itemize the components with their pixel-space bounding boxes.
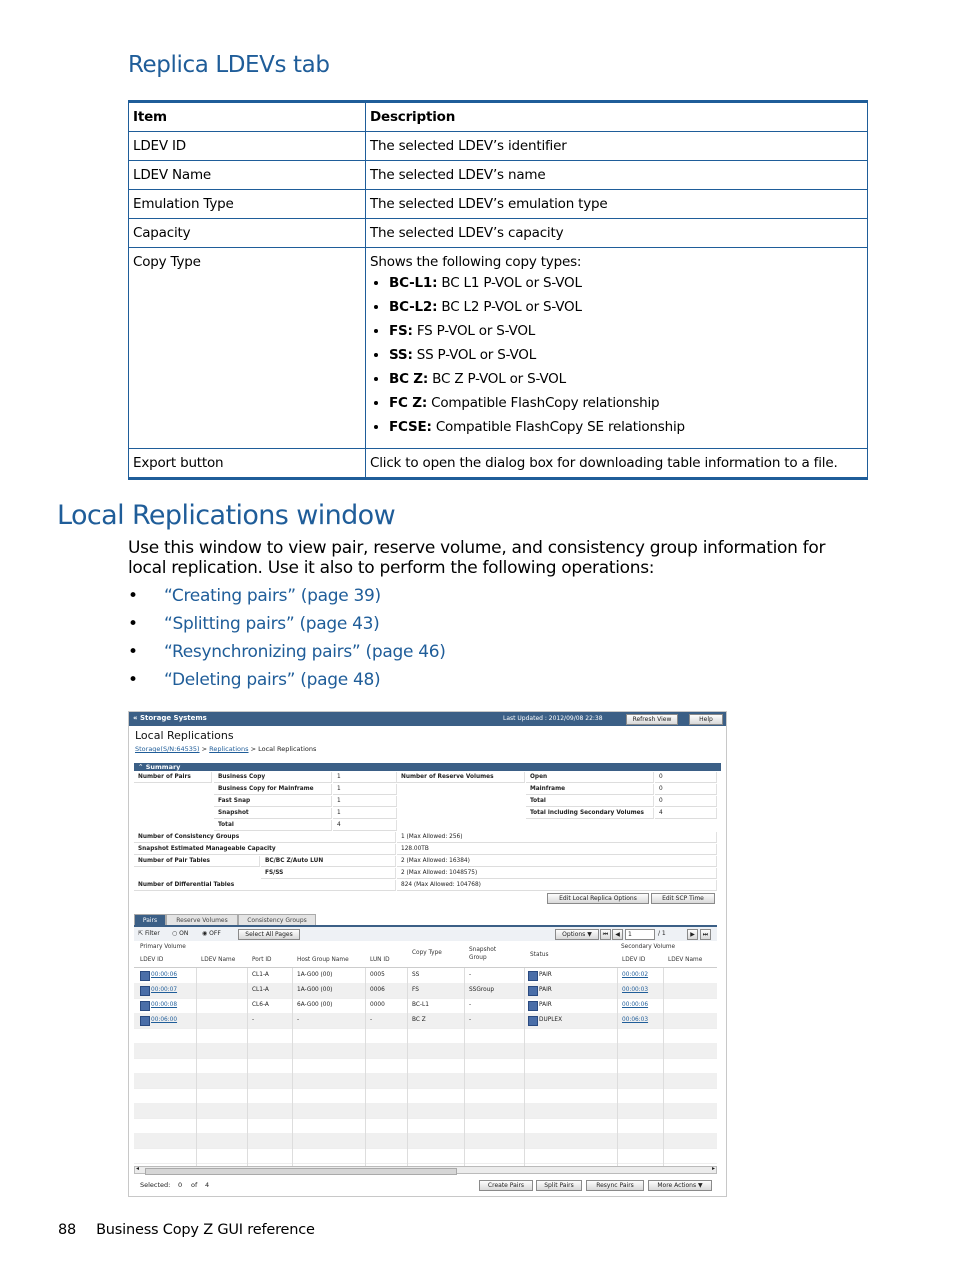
options-button[interactable]: Options ▼ <box>555 929 599 940</box>
list-item <box>128 640 446 668</box>
local-replications-screenshot <box>128 711 727 1197</box>
list-item <box>389 418 863 436</box>
table-toolbar <box>134 925 717 942</box>
next-page-icon[interactable]: ▶ <box>687 929 698 940</box>
filter-on-radio[interactable] <box>172 930 188 937</box>
copy-type: FS <box>412 987 419 993</box>
secondary-ldev-id[interactable]: 00:00:06 <box>622 1002 649 1008</box>
column-divider <box>524 968 525 1167</box>
pair-count: 1 <box>333 796 397 807</box>
col-copy-type[interactable]: Copy Type <box>412 950 442 956</box>
group-primary-volume: Primary Volume <box>140 944 186 950</box>
pair-type: Fast Snap <box>214 796 332 807</box>
breadcrumb-replications[interactable]: Replications <box>209 745 249 753</box>
column-divider <box>407 968 408 1167</box>
reserve-type: Total <box>526 796 654 807</box>
reserve-type: Total including Secondary Volumes <box>526 808 654 819</box>
cg-value: 1 (Max Allowed: 256) <box>397 832 717 843</box>
copy-type-list <box>370 274 863 436</box>
replica-ldevs-table <box>128 100 868 480</box>
port-id: CL1-A <box>252 972 269 978</box>
diff-tables-value: 824 (Max Allowed: 104768) <box>397 880 717 891</box>
pair-status-icon <box>528 1001 538 1011</box>
lun-id: 0000 <box>370 1002 385 1008</box>
reserve-count: 0 <box>655 784 717 795</box>
scroll-thumb[interactable] <box>145 1168 457 1175</box>
pair-status-icon <box>528 971 538 981</box>
filter-toggle[interactable] <box>138 930 160 937</box>
pairs-label: Number of Pairs <box>134 772 212 783</box>
port-id: - <box>252 1017 255 1023</box>
volume-icon <box>140 1016 150 1026</box>
breadcrumb-sep: > <box>199 745 210 753</box>
copy-type-term: BC Z: <box>389 371 429 387</box>
reserve-count: 0 <box>655 772 717 783</box>
ldev-id[interactable]: 00:00:08 <box>151 1002 178 1008</box>
snapshot-group: - <box>469 1002 472 1008</box>
scroll-left-icon[interactable]: ◂ <box>136 1165 140 1172</box>
copy-type: BC Z <box>412 1017 426 1023</box>
top-bar <box>129 712 726 726</box>
bullet-icon: • <box>128 586 138 606</box>
desc-export-button: Click to open the dialog box for downloading table information to a file. <box>366 449 868 479</box>
snapshot-group: SSGroup <box>469 987 495 993</box>
bottom-bar <box>134 1179 717 1192</box>
filter-off-radio[interactable] <box>202 930 221 937</box>
copy-type-text: FS P-VOL or S-VOL <box>412 323 536 339</box>
port-id: CL6-A <box>252 1002 269 1008</box>
empty-row <box>134 1058 717 1074</box>
header-item: Item <box>129 102 366 132</box>
desc-ldev-name: The selected LDEV’s name <box>366 161 868 190</box>
empty-row <box>134 1118 717 1134</box>
copy-type-text: Compatible FlashCopy relationship <box>427 395 660 411</box>
storage-systems-link[interactable]: « Storage Systems <box>133 714 207 722</box>
split-pairs-button[interactable]: Split Pairs <box>536 1180 582 1191</box>
summary-label: Summary <box>145 763 181 771</box>
pair-tables-fs-label: FS/SS <box>261 868 396 879</box>
link-splitting-pairs[interactable]: “Splitting pairs” (page 43) <box>164 614 380 634</box>
copy-type-text: BC Z P-VOL or S-VOL <box>428 371 566 387</box>
pair-type: Business Copy for Mainframe <box>214 784 332 795</box>
window-title: Local Replications <box>135 729 234 742</box>
empty-row <box>134 1073 717 1089</box>
link-resynchronizing-pairs[interactable]: “Resynchronizing pairs” (page 46) <box>164 642 446 662</box>
selected-label: Selected: <box>140 1181 171 1189</box>
filter-on-label: ON <box>179 930 189 937</box>
pair-tables-fs-value: 2 (Max Allowed: 1048575) <box>397 868 717 879</box>
list-item <box>389 298 863 316</box>
column-divider <box>196 968 197 1167</box>
copy-type-text: BC L2 P-VOL or S-VOL <box>437 299 582 315</box>
pair-status-icon <box>528 1016 538 1026</box>
list-item <box>389 370 863 388</box>
link-deleting-pairs[interactable]: “Deleting pairs” (page 48) <box>164 670 381 690</box>
item-copy-type: Copy Type <box>129 248 366 449</box>
col-host-group-name[interactable]: Host Group Name <box>297 957 349 963</box>
page-input[interactable]: 1 <box>625 929 655 940</box>
secondary-ldev-id[interactable]: 00:00:02 <box>622 972 649 978</box>
pair-count: 4 <box>333 820 397 831</box>
refresh-view-button[interactable]: Refresh View <box>626 714 678 725</box>
volume-icon <box>140 986 150 996</box>
last-updated: Last Updated : 2012/09/08 22:38 <box>503 715 603 722</box>
empty-row <box>134 1103 717 1119</box>
pair-status-icon <box>528 986 538 996</box>
column-divider <box>663 968 664 1167</box>
lun-id: 0006 <box>370 987 385 993</box>
snapshot-group: - <box>469 972 472 978</box>
pair-tables-bc-label: BC/BC Z/Auto LUN <box>261 856 396 867</box>
secondary-ldev-id[interactable]: 00:00:03 <box>622 987 649 993</box>
reserve-label: Number of Reserve Volumes <box>397 772 525 783</box>
copy-type-intro: Shows the following copy types: <box>370 254 582 270</box>
link-creating-pairs[interactable]: “Creating pairs” (page 39) <box>164 586 381 606</box>
ldev-id[interactable]: 00:00:07 <box>151 987 178 993</box>
copy-type-term: SS: <box>389 347 413 363</box>
table-row[interactable] <box>134 968 717 984</box>
last-page-icon[interactable]: ⏭ <box>700 929 711 940</box>
item-emulation-type: Emulation Type <box>129 190 366 219</box>
list-item <box>389 274 863 292</box>
scroll-right-icon[interactable]: ▸ <box>711 1165 715 1172</box>
list-item <box>389 394 863 412</box>
item-ldev-id: LDEV ID <box>129 132 366 161</box>
volume-icon <box>140 971 150 981</box>
desc-capacity: The selected LDEV’s capacity <box>366 219 868 248</box>
pair-type: Business Copy <box>214 772 332 783</box>
breadcrumb-current: > Local Replications <box>248 745 317 753</box>
list-item <box>128 612 446 640</box>
table-row[interactable] <box>134 1013 717 1029</box>
help-button[interactable]: Help <box>689 714 723 725</box>
item-export-button: Export button <box>129 449 366 479</box>
selected-total: 4 <box>205 1181 210 1189</box>
copy-type-text: Compatible FlashCopy SE relationship <box>431 419 685 435</box>
reserve-count: 0 <box>655 796 717 807</box>
list-item <box>128 668 446 696</box>
host-group: 1A-G00 (00) <box>297 987 333 993</box>
lun-id: - <box>370 1017 373 1023</box>
copy-type-text: BC L1 P-VOL or S-VOL <box>437 275 582 291</box>
bullet-icon: • <box>128 614 138 634</box>
copy-type-term: FC Z: <box>389 395 428 411</box>
host-group: 6A-G00 (00) <box>297 1002 333 1008</box>
item-capacity: Capacity <box>129 219 366 248</box>
copy-type-term: FCSE: <box>389 419 432 435</box>
tab-reserve-volumes[interactable]: Reserve Volumes <box>166 914 238 926</box>
pairs-table <box>134 941 717 1166</box>
breadcrumb <box>135 745 316 753</box>
resync-pairs-button[interactable]: Resync Pairs <box>586 1180 644 1191</box>
pair-count: 1 <box>333 784 397 795</box>
copy-type: BC-L1 <box>412 1002 429 1008</box>
column-divider <box>617 968 618 1167</box>
col-status[interactable]: Status <box>530 952 549 958</box>
radio-off-icon: ○ <box>172 930 180 937</box>
secondary-ldev-id[interactable]: 00:06:03 <box>622 1017 649 1023</box>
reserve-type: Open <box>526 772 654 783</box>
column-divider <box>247 968 248 1167</box>
col-lun-id[interactable]: LUN ID <box>370 957 390 963</box>
pair-count: 1 <box>333 772 397 783</box>
intro-paragraph: Use this window to view pair, reserve volume, and consistency group information for local replication. Use it also to perform the following operations: <box>128 538 826 578</box>
pair-tables-bc-value: 2 (Max Allowed: 16384) <box>397 856 717 867</box>
operations-list <box>128 584 446 696</box>
ldev-id[interactable]: 00:06:00 <box>151 1017 178 1023</box>
create-pairs-button[interactable]: Create Pairs <box>479 1180 533 1191</box>
item-ldev-name: LDEV Name <box>129 161 366 190</box>
status: PAIR <box>539 1002 552 1008</box>
table-body <box>134 967 717 1167</box>
select-all-pages-button[interactable]: Select All Pages <box>238 929 300 940</box>
bullet-icon: • <box>128 642 138 662</box>
reserve-count: 4 <box>655 808 717 819</box>
pair-tables-label: Number of Pair Tables <box>134 856 260 867</box>
host-group: 1A-G00 (00) <box>297 972 333 978</box>
pair-type: Total <box>214 820 332 831</box>
pair-type: Snapshot <box>214 808 332 819</box>
edit-scp-time-button[interactable]: Edit SCP Time <box>651 893 715 904</box>
empty-row <box>134 1028 717 1044</box>
desc-ldev-id: The selected LDEV’s identifier <box>366 132 868 161</box>
selected-of: of <box>191 1181 198 1189</box>
page-footer <box>58 1222 315 1238</box>
col-secondary-ldev-id[interactable]: LDEV ID <box>622 957 646 963</box>
copy-type-text: SS P-VOL or S-VOL <box>412 347 537 363</box>
host-group: - <box>297 1017 300 1023</box>
page-of: / 1 <box>658 930 666 937</box>
copy-type: SS <box>412 972 420 978</box>
col-port-id[interactable]: Port ID <box>252 957 272 963</box>
empty-row <box>134 1148 717 1164</box>
page-number: 88 <box>58 1222 77 1238</box>
cg-label: Number of Consistency Groups <box>134 832 396 843</box>
list-item <box>128 584 446 612</box>
col-snapshot-group[interactable]: Snapshot Group <box>469 947 497 961</box>
tab-consistency-groups[interactable]: Consistency Groups <box>238 914 316 926</box>
filter-label: Filter <box>144 930 160 937</box>
column-divider <box>365 968 366 1167</box>
empty-row <box>134 1043 717 1059</box>
col-ldev-id[interactable]: LDEV ID <box>140 957 164 963</box>
group-secondary-volume: Secondary Volume <box>621 944 676 950</box>
section-title: Replica LDEVs tab <box>128 52 330 78</box>
table-row[interactable] <box>134 983 717 999</box>
edit-local-replica-options-button[interactable]: Edit Local Replica Options <box>547 893 649 904</box>
col-ldev-name[interactable]: LDEV Name <box>201 957 236 963</box>
lun-id: 0005 <box>370 972 385 978</box>
horizontal-scrollbar[interactable] <box>134 1166 717 1174</box>
port-id: CL1-A <box>252 987 269 993</box>
desc-emulation-type: The selected LDEV’s emulation type <box>366 190 868 219</box>
empty-row <box>134 1088 717 1104</box>
reserve-type: Mainframe <box>526 784 654 795</box>
snapshot-capacity-label: Snapshot Estimated Manageable Capacity <box>134 844 396 855</box>
filter-icon: ⇱ <box>138 930 145 937</box>
column-divider <box>292 968 293 1167</box>
more-actions-button[interactable]: More Actions ▼ <box>648 1180 712 1191</box>
volume-icon <box>140 1001 150 1011</box>
tab-pairs[interactable]: Pairs <box>134 914 166 926</box>
pair-count: 1 <box>333 808 397 819</box>
list-item <box>389 322 863 340</box>
page-heading: Local Replications window <box>57 500 396 531</box>
copy-type-term: FS: <box>389 323 413 339</box>
filter-off-label: OFF <box>209 930 221 937</box>
bullet-icon: • <box>128 670 138 690</box>
prev-page-icon[interactable]: ◀ <box>612 929 623 940</box>
table-row[interactable] <box>134 998 717 1014</box>
breadcrumb-storage[interactable]: Storage(S/N:64535) <box>135 745 200 753</box>
copy-type-term: BC-L2: <box>389 299 438 315</box>
list-item <box>389 346 863 364</box>
ldev-id[interactable]: 00:00:06 <box>151 972 178 978</box>
collapse-icon: ⌃ <box>138 763 146 771</box>
footer-text: Business Copy Z GUI reference <box>96 1222 315 1238</box>
first-page-icon[interactable]: ⏮ <box>600 929 611 940</box>
header-description: Description <box>366 102 868 132</box>
copy-type-term: BC-L1: <box>389 275 438 291</box>
status: DUPLEX <box>539 1017 563 1023</box>
summary-bar[interactable] <box>134 763 721 771</box>
selected-count: 0 <box>178 1181 183 1189</box>
column-divider <box>464 968 465 1167</box>
empty-row <box>134 1133 717 1149</box>
snapshot-capacity-value: 128.00TB <box>397 844 717 855</box>
status: PAIR <box>539 987 552 993</box>
col-secondary-ldev-name[interactable]: LDEV Name <box>668 957 703 963</box>
snapshot-group: - <box>469 1017 472 1023</box>
diff-tables-label: Number of Differential Tables <box>134 880 396 891</box>
radio-on-icon: ◉ <box>202 930 210 937</box>
desc-copy-type <box>366 248 868 449</box>
status: PAIR <box>539 972 552 978</box>
